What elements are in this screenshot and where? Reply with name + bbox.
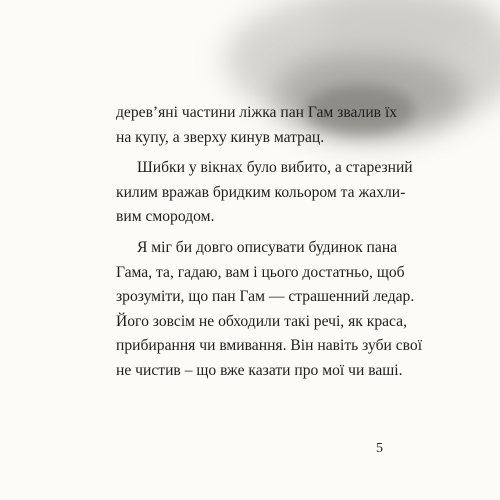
text-line: не чистив – що вже казати про мої чи ваші.: [116, 361, 403, 379]
paragraph-2: [116, 156, 413, 230]
text-line: Його зовсім не обходили такі речі, як краса,: [116, 312, 407, 330]
text-line: дерев’яні частини ліжка пан Гам звалив їх: [116, 104, 398, 121]
body-text: [116, 101, 423, 390]
text-line: зрозуміти, що пан Гам — страшенний ледар.: [116, 288, 415, 306]
text-line: вим смородом.: [116, 208, 215, 226]
text-line: килим вражав бридким кольором та жахли-: [116, 183, 406, 201]
text-line: на купу, а зверху кинув матрац.: [116, 128, 325, 146]
text-line: прибирання чи вмивання. Він навіть зуби свої: [116, 337, 423, 355]
paragraph-1: [116, 101, 398, 150]
page-number: 5: [376, 441, 383, 456]
paragraph-3: [116, 236, 423, 384]
text-line: Шибки у вікнах було вибито, а старезний: [137, 159, 413, 177]
text-line: Я міг би довго описувати будинок пана: [137, 238, 398, 256]
text-line: Гама, та, гадаю, вам і цього достатньо, щоб: [116, 263, 405, 281]
